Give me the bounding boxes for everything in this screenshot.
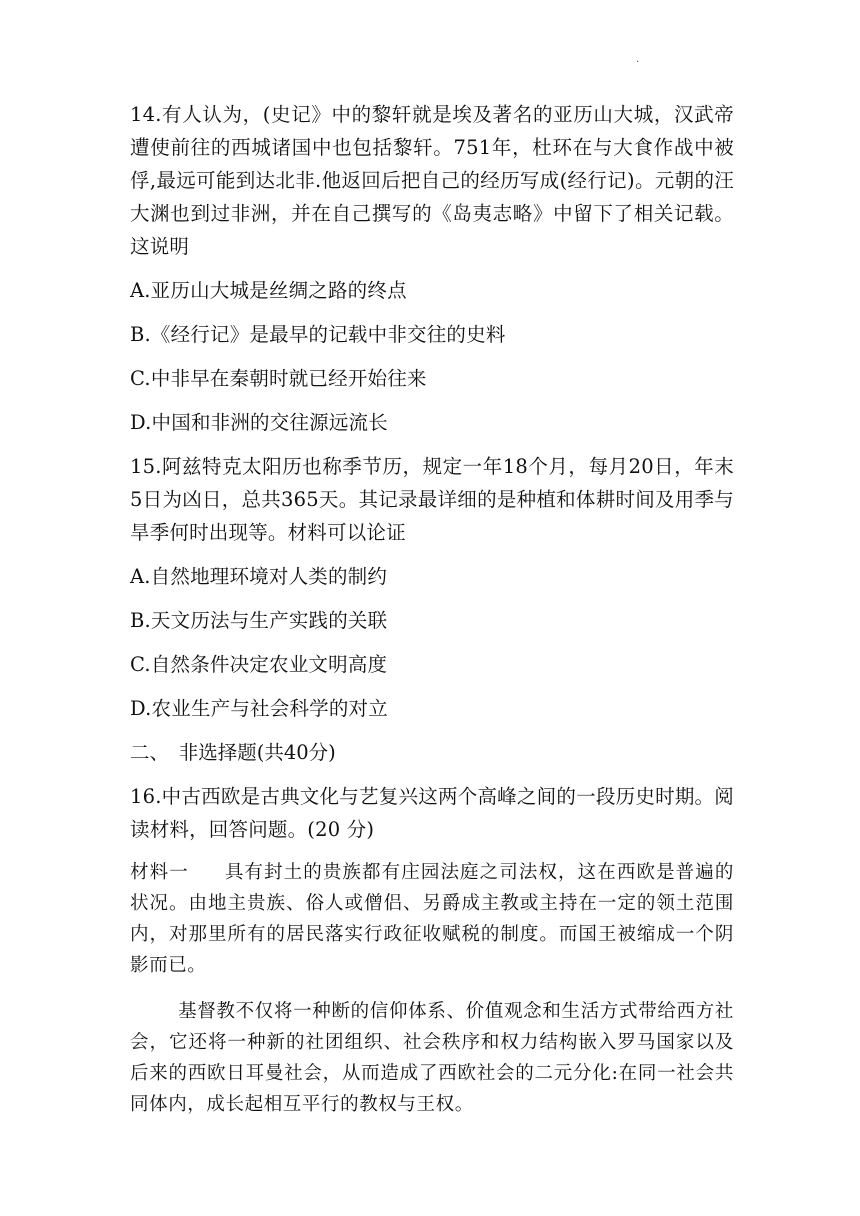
document-content (130, 98, 734, 1135)
material-1-paragraph-2: 基督教不仅将一种断的信仰体系、价值观念和生活方式带给西方社会，它还将一种新的社团组织、社会秩序和权力结构嵌入罗马国家以及后来的西欧日耳曼社会，从而造成了西欧社会的二元分化:在同一社会共同体内，成长起相互平行的教权与王权。 (130, 1001, 734, 1115)
question-15-option-b: B.天文历法与生产实践的关联 (130, 609, 388, 632)
question-14-option-c: C.中非早在秦朝时就已经开始往来 (130, 367, 427, 390)
question-16-stem: 16.中古西欧是古典文化与艺复兴这两个高峰之间的一段历史时期。阅读材料，回答问题。(20 分) (130, 785, 734, 841)
question-14-option-a: A.亚历山大城是丝绸之路的终点 (130, 279, 407, 302)
question-15 (130, 450, 734, 725)
question-15-stem: 15.阿兹特克太阳历也称季节历，规定一年18个月，每月20日，年末5日为凶日，总共365天。其记录最详细的是种植和体耕时间及用季与旱季何时出现等。材料可以论证 (130, 455, 734, 544)
material-1 (130, 857, 734, 981)
question-14 (130, 98, 734, 439)
page-mark: · (636, 57, 640, 68)
material-1-label: 材料一 (130, 862, 189, 883)
question-16 (130, 780, 734, 1120)
question-15-option-c: C.自然条件决定农业文明高度 (130, 653, 388, 676)
section-heading: 二、 非选择题(共40分) (130, 741, 336, 764)
question-15-option-d: D.农业生产与社会科学的对立 (130, 697, 388, 720)
question-15-option-a: A.自然地理环境对人类的制约 (130, 565, 388, 588)
question-14-option-d: D.中国和非洲的交往源远流长 (130, 411, 388, 434)
question-14-option-b: B.《经行记》是最早的记载中非交往的史料 (130, 323, 506, 346)
question-14-stem: 14.有人认为，(史记》中的黎轩就是埃及著名的亚历山大城，汉武帝遭使前往的西城诸国中也包括黎轩。751年，杜环在与大食作战中被俘,最远可能到达北非.他返回后把自己的经历写成(经行记)。元朝的汪大渊也到过非洲，并在自己撰写的《岛夷志略》中留下了相关记载。这说明 (130, 103, 734, 258)
material-1-text: 具有封土的贵族都有庄园法庭之司法权，这在西欧是普遍的状况。由地主贵族、俗人或僧侣、另爵成主教或主持在一定的领土范围内，对那里所有的居民落实行政征收赋税的制度。而国王被缩成一个阴影而已。 (130, 862, 734, 976)
